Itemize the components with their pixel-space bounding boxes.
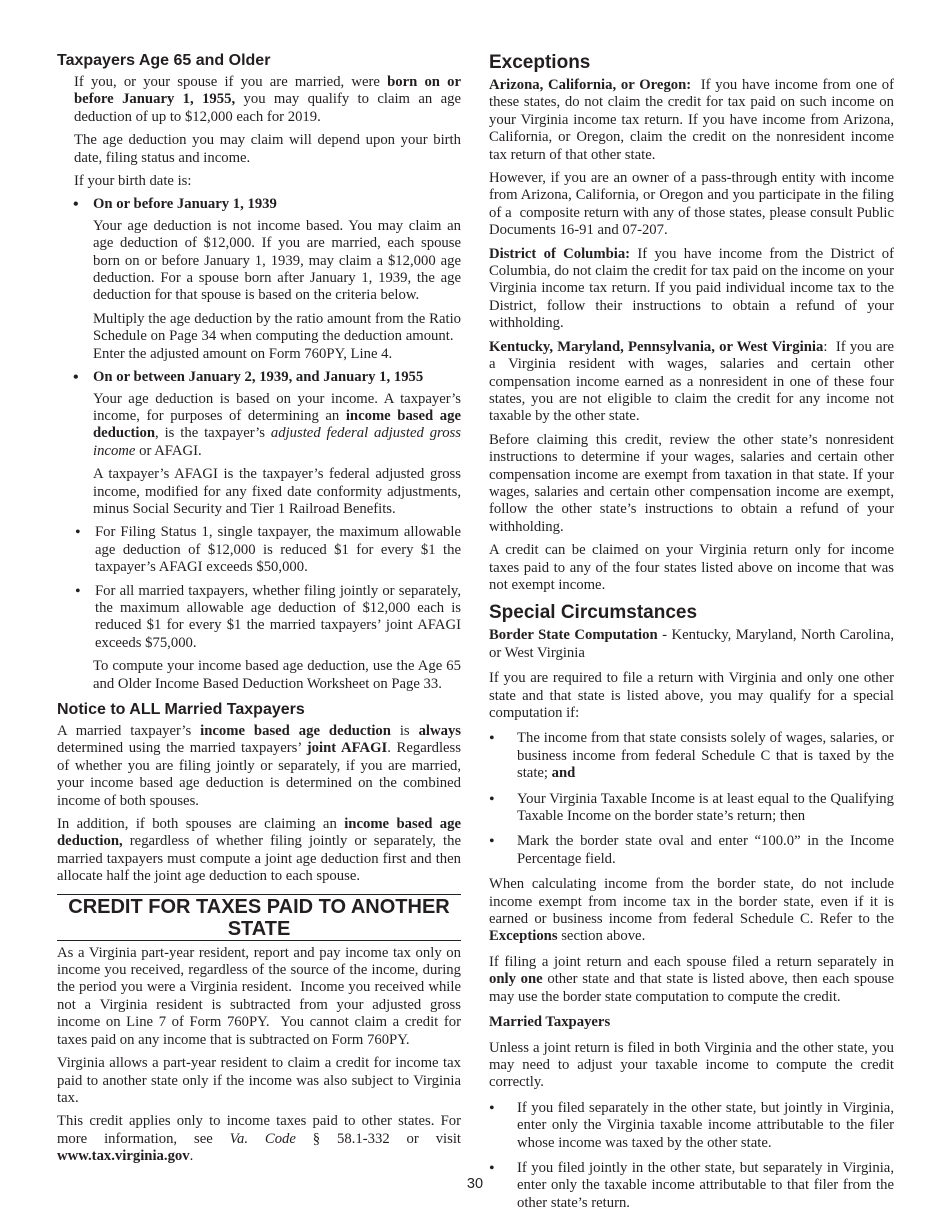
bullet-icon: • [489,730,495,748]
bullet-icon: • [489,790,495,808]
text-run: - Kentucky, Maryland, North Carolina, or West Virginia [489,627,895,661]
bullet-before-1939 [57,196,461,363]
notice-paragraph-1 [57,723,461,810]
bullet-icon: • [73,369,79,387]
text-run: is [390,723,419,739]
text-run-bold: District of Columbia: [489,245,631,262]
special-bullet-text [517,730,894,782]
married-taxpayers-heading: Married Taxpayers [489,1014,611,1031]
text-run: you may qualify to claim an age deduction of up to $12,000 each for 2019. [74,91,461,125]
bullet-icon: • [489,1099,495,1117]
text-run-bold: joint AFAGI [306,740,388,757]
age65-paragraph-2: The age deduction you may claim will depend upon your birth date, filing status and income. [74,132,461,166]
text-run: If you have income from the District of Columbia, do not claim the credit for tax paid on the income on your Virginia income tax return. If you paid individual income tax to the District, follow their instructions to obtain a refund of your withholding. [489,245,894,332]
text-run: If you have income from one of these states, do not claim the credit for tax paid on such income on your Virginia income tax return. If you have income from Arizona, California, or Oregon, claim the credit on the nonresident income tax return of that other state. [489,77,894,163]
sub-bullet-single [57,524,461,576]
text-run: If you, or your spouse if you are married, were [74,74,388,90]
special-bullet-text: Your Virginia Taxable Income is at least equal to the Qualifying Taxable Income on the border state’s return; then [517,790,894,825]
special-bullet-2 [489,791,894,826]
page-number: 30 [466,1176,484,1192]
special-heading: Special Circumstances [489,602,698,624]
special-bullet-text: If you filed separately in the other state, but jointly in Virginia, enter only the Virginia taxable income attributable to the filer whose income was taxed by the other state. [517,1099,894,1151]
sub-bullet-text: For Filing Status 1, single taxpayer, the maximum allowable age deduction of $12,000 is reduced $1 for every $1 the taxpayer’s AFAGI exceeds $50,000. [95,524,461,576]
text-run-bold: Arizona, California, or Oregon: [489,77,692,93]
text-run: or AFAGI. [135,442,202,459]
bullet-paragraph: Your age deduction is not income based. You may claim an age deduction of $12,000. If you are married, each spouse born on or before January 1, 1939, may claim a $12,000 age deduction. For a spouse born after January 1, 1939, the age deduction for that spouse is based on the criteria below. [93,217,461,304]
text-run: regardless of whether filing jointly or separately, the married taxpayers must compute a joint age deduction first and then allocate half the joint age deduction to each spouse. [57,833,461,885]
text-run: : If you are a Virginia resident with wages, salaries and certain other compensation income earned as a nonresident in one of these four states, you are not eligible to claim the credit for any income not taxable by the other state. [489,338,894,425]
text-run: A married taxpayer’s [57,723,201,739]
notice-heading: Notice to ALL Married Taxpayers [57,701,305,718]
special-bullet-3 [489,833,894,868]
bullet-heading: On or between January 2, 1939, and January 1, 1955 [93,369,424,386]
worksheet-note [57,658,461,693]
special-bullet-text: Mark the border state oval and enter “100.0” in the Income Percentage field. [517,833,894,867]
exceptions-paragraph-6: A credit can be claimed on your Virginia return only for income taxes paid to any of the four states listed above on income that was not exempt income. [489,542,894,593]
special-paragraph-2: If you are required to file a return with Virginia and only one other state and that state is listed above, you may qualify for a special computation if: [489,670,894,721]
text-run: Your age deduction is based on your income. A taxpayer’s income, for purposes of determining an [93,390,461,424]
text-run-italic: adjusted federal adjusted gross income [93,425,461,459]
special-bullet-4 [489,1100,894,1152]
credit-paragraph-3 [57,1113,461,1165]
age65-heading: Taxpayers Age 65 and Older [57,52,271,69]
age65-paragraph-1 [74,74,461,126]
text-run-italic: Va. Code [229,1130,296,1147]
bullet-paragraph: Multiply the age deduction by the ratio amount from the Ratio Schedule on Page 34 when computing the deduction amount. Enter the adjusted amount on Form 760PY, Line 4. [93,310,461,362]
credit-paragraph-1: As a Virginia part-year resident, report and pay income tax only on income you received, regardless of the source of the income, during the period you were a Virginia resident. Income you received while not a Virginia resident is subtracted from your adjusted gross income on Line 7 of Form 760PY. You cannot claim a credit for taxes paid on any income that is subtracted on Form 760PY. [57,944,461,1048]
bullet-icon: • [75,524,81,542]
text-run-bold: always [418,723,461,739]
text-run-bold: Border State Computation [489,627,658,644]
text-run: § 58.1-332 or visit [295,1130,461,1147]
bullet-between-1939-1955 [57,369,461,518]
text-run-bold: and [551,765,576,782]
text-run: The income from that state consists solely of wages, salaries, or business income from federal Schedule C that is taxed by the state; [517,730,894,782]
text-run-bold: income based age deduction [200,723,391,739]
special-paragraph-4 [489,954,894,1006]
text-run: , is the taxpayer’s [155,425,271,442]
text-run-bold: Kentucky, Maryland, Pennsylvania, or West Virginia [489,338,824,355]
text-run: other state and that state is listed above, then each spouse may use the border state computation to compute the credit. [489,971,894,1005]
bullet-icon: • [73,196,79,214]
right-column [489,52,894,1218]
credit-section-banner [57,894,461,941]
bullet-icon: • [75,582,81,600]
special-paragraph-1 [489,627,894,662]
special-bullet-1 [489,730,894,782]
text-run: . Regardless of whether you are filing jointly or separately, if you are married, your income based age deduction is determined on the combined income of both spouses. [57,740,461,809]
sub-bullet-text: For all married taxpayers, whether filing jointly or separately, the maximum allowable age deduction of $12,000 each is reduced $1 for every $1 the married taxpayers’ joint AFAGI exceeds $75,000. [95,582,461,651]
notice-paragraph-2 [57,816,461,886]
left-column [57,52,461,1172]
text-run: In addition, if both spouses are claiming an [57,816,345,833]
age65-paragraph-3: If your birth date is: [74,173,192,190]
credit-paragraph-2: Virginia allows a part-year resident to claim a credit for income tax paid to another state only if the income was also subject to Virginia tax. [57,1055,461,1106]
credit-section-title: CREDIT FOR TAXES PAID TO ANOTHER STATE [68,895,450,940]
exceptions-paragraph-1 [489,77,894,164]
text-run: . [189,1148,194,1165]
text-run-bold: income based age deduction [93,407,461,442]
website-link[interactable]: www.tax.virginia.gov [57,1148,190,1165]
special-bullet-text: If you filed jointly in the other state, but separately in Virginia, enter only the taxable income attributable to that filer from the other state’s return. [517,1159,894,1211]
text-run: This credit applies only to income taxes paid to other states. For more information, see [57,1113,461,1147]
exceptions-paragraph-4 [489,339,894,426]
special-paragraph-3 [489,876,894,946]
bullet-icon: • [489,1159,495,1177]
exceptions-heading: Exceptions [489,52,591,73]
exceptions-paragraph-2: However, if you are an owner of a pass-through entity with income from Arizona, California, or Oregon and you participate in the filing of a composite return with any of those states, please consult Public Documents 16-91 and 07-207. [489,170,894,239]
bullet-paragraph: A taxpayer’s AFAGI is the taxpayer’s federal adjusted gross income, modified for any fixed date conformity adjustments, minus Social Security and Tier 1 Railroad Benefits. [93,466,461,517]
bullet-icon: • [489,833,495,851]
age65-intro [57,74,461,190]
bullet-heading: On or before January 1, 1939 [93,196,277,213]
exceptions-paragraph-5: Before claiming this credit, review the other state’s nonresident instructions to determine if your wages, salaries and certain other compensation income are exempt from taxation in that state. If your wages, salaries and certain other compensation income are exempt, follow the other state’s instructions to obtain a refund of your withholding. [489,431,894,535]
text-run-bold: only one [489,971,543,988]
exceptions-paragraph-3 [489,246,894,333]
text-run: determined using the married taxpayers’ [57,740,307,757]
worksheet-paragraph: To compute your income based age deduction, use the Age 65 and Older Income Based Deduction Worksheet on Page 33. [93,658,461,692]
special-paragraph-5: Unless a joint return is filed in both Virginia and the other state, you may need to adjust your taxable income to compute the credit correctly. [489,1039,894,1091]
text-run-bold: Exceptions [489,928,558,945]
text-run-bold: income based age deduction, [57,816,461,850]
text-run-bold: born on or before January 1, 1955, [74,74,461,108]
text-run: If filing a joint return and each spouse filed a return separately in [489,953,894,970]
sub-bullet-married [57,583,461,653]
text-run: When calculating income from the border state, do not include income exempt from income tax in the border state, even if it is earned or business income from federal Schedule C. Refer to the [489,876,894,928]
bullet-paragraph [93,391,461,461]
text-run: section above. [557,928,646,945]
